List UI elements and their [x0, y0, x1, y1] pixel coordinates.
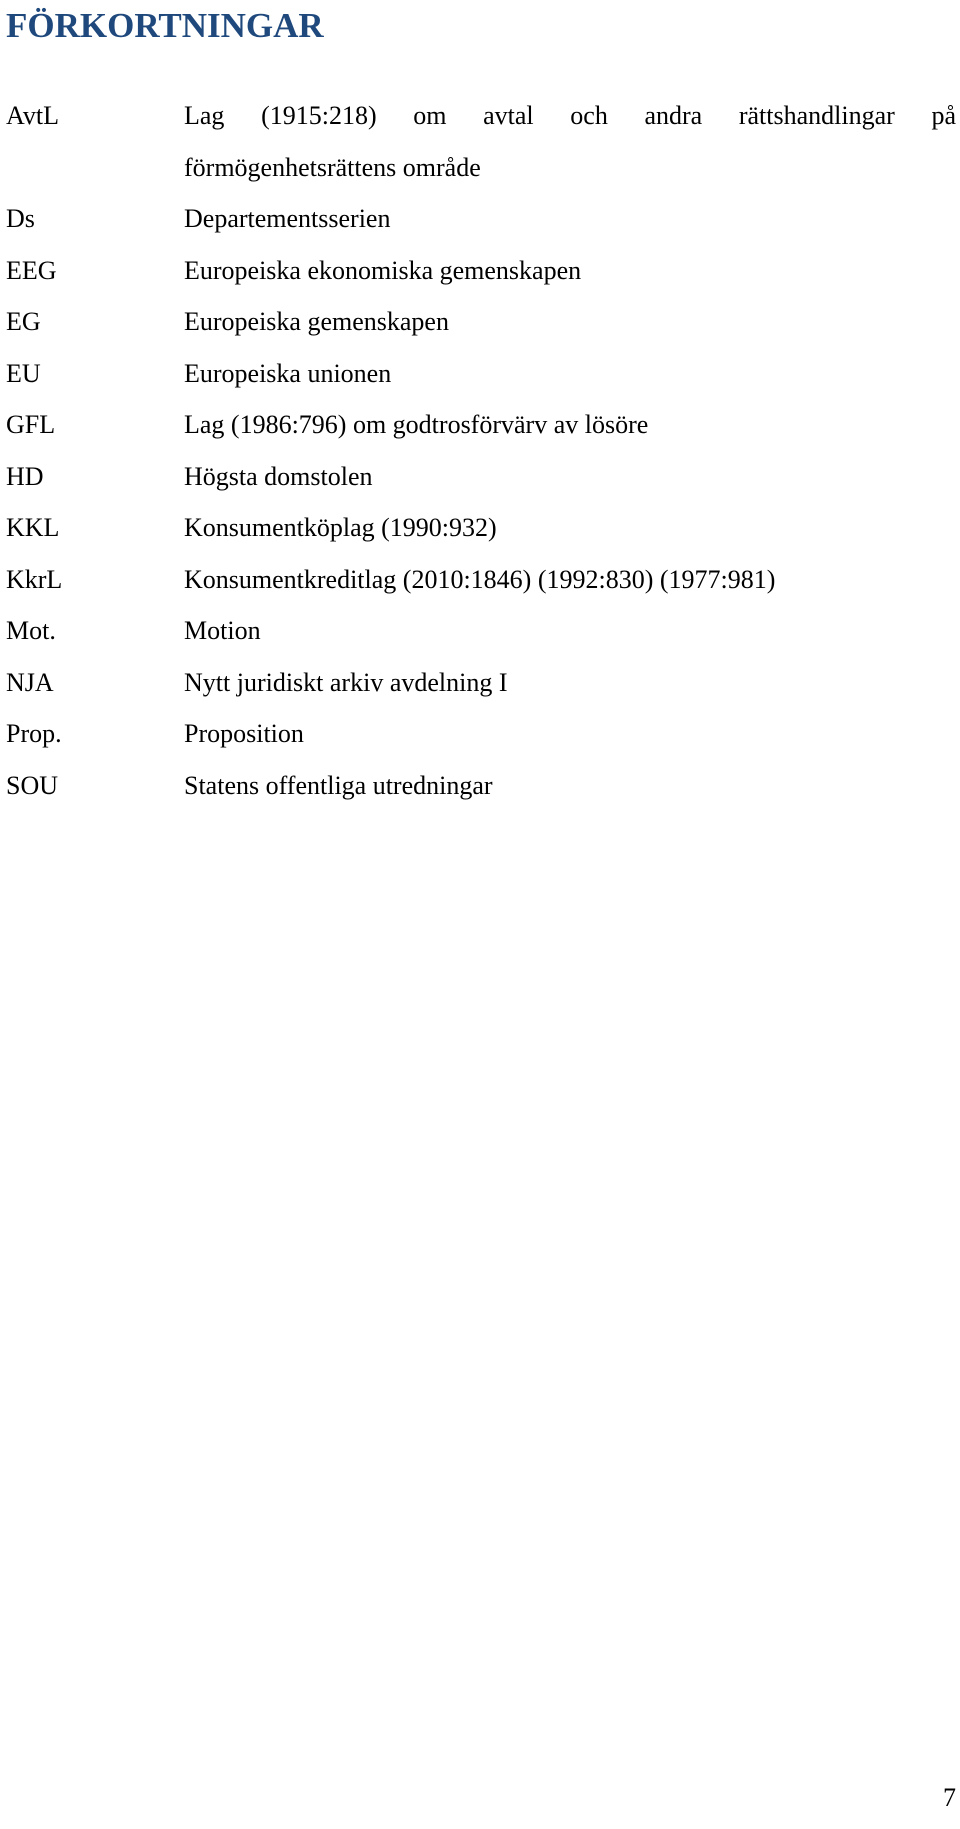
abbreviation-description: Statens offentliga utredningar	[184, 770, 493, 800]
abbreviation-list	[0, 90, 960, 811]
abbreviation-description: Motion	[184, 616, 261, 645]
abbreviation-key: NJA	[6, 667, 54, 697]
abbreviation-description: Nytt juridiskt arkiv avdelning I	[184, 667, 508, 697]
abbreviation-description: Konsumentkreditlag (2010:1846) (1992:830) (1977:981)	[184, 564, 776, 594]
abbreviation-key: HD	[6, 461, 44, 491]
abbreviation-key: GFL	[6, 410, 56, 439]
abbreviation-row-ds	[0, 193, 960, 245]
abbreviation-key: EG	[6, 307, 41, 336]
abbreviation-description: Proposition	[184, 719, 304, 748]
abbreviation-row-hd	[0, 451, 960, 503]
abbreviation-description: Högsta domstolen	[184, 461, 373, 491]
abbreviation-description	[184, 90, 956, 193]
page-heading: FÖRKORTNINGAR	[6, 6, 324, 45]
abbreviation-description: Konsumentköplag (1990:932)	[184, 513, 497, 542]
abbreviation-row-eeg	[0, 245, 960, 297]
abbreviation-description-line: Lag (1915:218) om avtal och andra rättshandlingar på	[184, 101, 956, 130]
abbreviation-key: KKL	[6, 513, 60, 542]
abbreviation-key: Ds	[6, 204, 35, 233]
abbreviation-row-mot	[0, 605, 960, 657]
abbreviation-row-eg	[0, 296, 960, 348]
abbreviation-description: Europeiska unionen	[184, 358, 392, 388]
abbreviation-key: Prop.	[6, 719, 62, 748]
abbreviation-key: Mot.	[6, 616, 56, 645]
abbreviation-key: KkrL	[6, 564, 63, 594]
abbreviation-row-eu	[0, 348, 960, 400]
abbreviation-row-avtl	[0, 90, 960, 193]
abbreviation-description: Europeiska gemenskapen	[184, 307, 449, 336]
abbreviation-row-kkl	[0, 502, 960, 554]
page-number: 7	[943, 1783, 956, 1812]
abbreviation-description: Europeiska ekonomiska gemenskapen	[184, 255, 582, 285]
abbreviation-description: Departementsserien	[184, 204, 391, 233]
abbreviation-row-gfl	[0, 399, 960, 451]
abbreviation-key: EEG	[6, 255, 57, 285]
abbreviation-key: AvtL	[6, 101, 59, 130]
abbreviation-key: EU	[6, 358, 41, 388]
abbreviation-description: Lag (1986:796) om godtrosförvärv av lösöre	[184, 410, 649, 439]
abbreviation-row-nja	[0, 657, 960, 709]
abbreviation-row-sou	[0, 760, 960, 812]
abbreviation-row-prop	[0, 708, 960, 760]
abbreviation-key: SOU	[6, 770, 59, 800]
abbreviation-row-kkrl	[0, 554, 960, 606]
abbreviation-description-line: förmögenhetsrättens område	[184, 152, 481, 182]
